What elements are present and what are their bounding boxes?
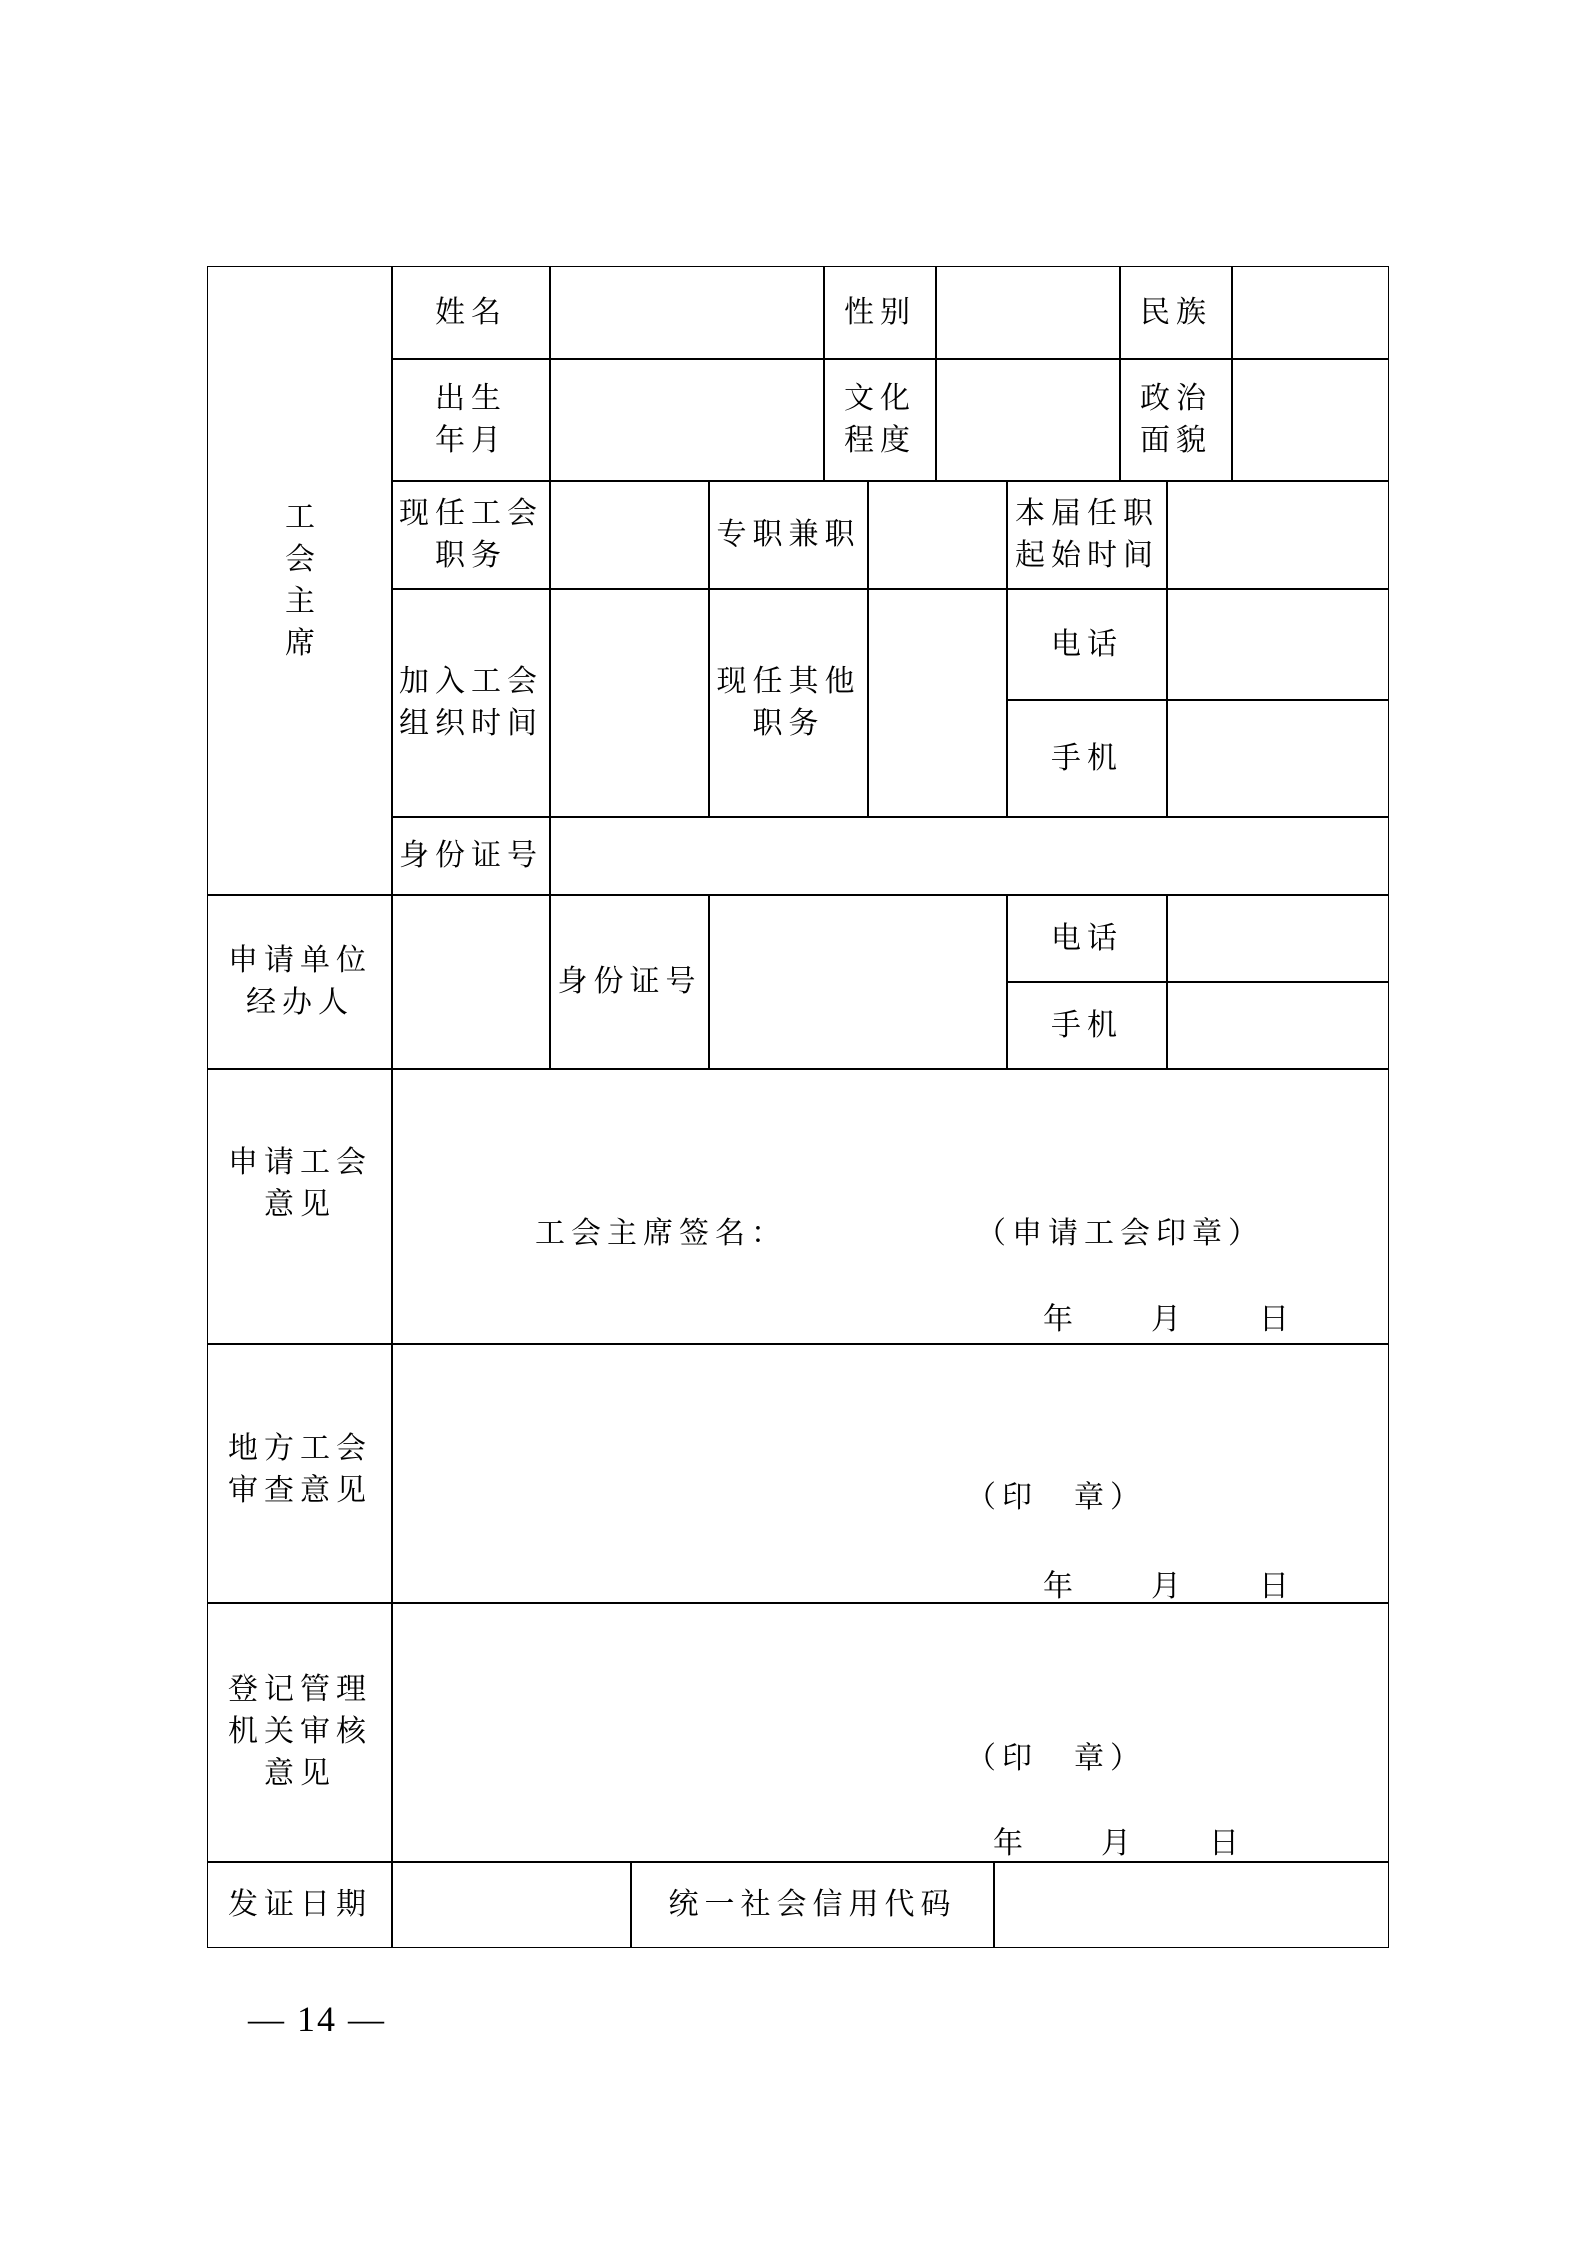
label-mobile: 手机 bbox=[1051, 740, 1123, 776]
label-phone: 电话 bbox=[1051, 626, 1123, 662]
label-registration-authority-review: 登记管理 机关审核 意见 bbox=[228, 1672, 372, 1791]
label-local-union-review: 地方工会 审查意见 bbox=[228, 1431, 372, 1508]
label-current-union-post: 现任工会 职务 bbox=[399, 496, 543, 573]
date-local-review: 年 月 日 bbox=[1043, 1569, 1295, 1604]
label-id-number: 身份证号 bbox=[399, 838, 543, 873]
label-full-part-time: 专职兼职 bbox=[716, 517, 861, 552]
registration-review-seal: （印 章） bbox=[966, 1741, 1146, 1776]
label-handler-phone: 电话 bbox=[1051, 920, 1123, 956]
label-issue-date: 发证日期 bbox=[228, 1887, 372, 1922]
section-label-union-chair: 工 会 主 席 bbox=[285, 500, 315, 661]
label-unified-credit-code: 统一社会信用代码 bbox=[668, 1887, 957, 1922]
label-other-posts: 现任其他 职务 bbox=[716, 664, 861, 741]
chair-signature-label: 工会主席签名： bbox=[535, 1216, 787, 1251]
label-handler-mobile: 手机 bbox=[1051, 1007, 1123, 1043]
label-birth-date: 出生 年月 bbox=[435, 381, 507, 458]
label-join-time: 加入工会 组织时间 bbox=[399, 664, 543, 741]
local-review-seal: （印 章） bbox=[966, 1480, 1146, 1515]
label-handler-id-number: 身份证号 bbox=[557, 964, 702, 999]
label-name: 姓名 bbox=[435, 295, 507, 330]
col-divider bbox=[1231, 266, 1233, 480]
applicant-union-seal: （申请工会印章） bbox=[976, 1216, 1264, 1251]
col-divider bbox=[935, 266, 937, 480]
label-gender: 性别 bbox=[844, 295, 916, 330]
label-applicant-handler: 申请单位 经办人 bbox=[228, 943, 372, 1020]
label-political-status: 政治 面貌 bbox=[1140, 381, 1212, 458]
label-education: 文化 程度 bbox=[844, 381, 916, 458]
col-divider bbox=[1166, 894, 1168, 1068]
date-registration-review: 年 月 日 bbox=[993, 1826, 1245, 1861]
label-term-start: 本届任职 起始时间 bbox=[1015, 496, 1159, 573]
col-divider bbox=[708, 894, 710, 1068]
col-divider bbox=[1166, 480, 1168, 816]
label-ethnicity: 民族 bbox=[1140, 295, 1212, 330]
page-number: — 14 — bbox=[248, 1999, 386, 2039]
date-applicant-opinion: 年 月 日 bbox=[1043, 1302, 1295, 1337]
col-divider bbox=[993, 1861, 995, 1948]
col-divider bbox=[867, 480, 869, 816]
label-applicant-union-opinion: 申请工会 意见 bbox=[228, 1145, 372, 1222]
